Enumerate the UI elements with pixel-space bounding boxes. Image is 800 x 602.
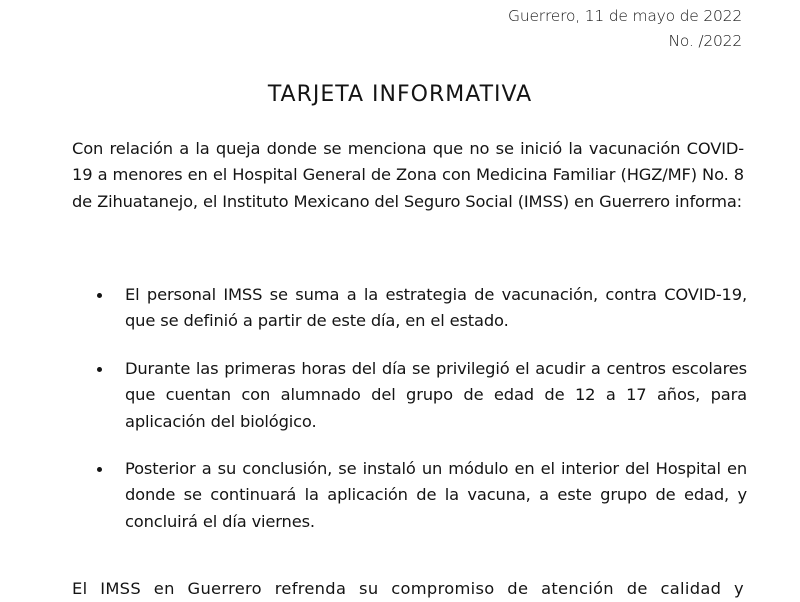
bullet-dot-icon <box>97 293 102 298</box>
bullet-dot-icon <box>97 467 102 472</box>
document-title: TARJETA INFORMATIVA <box>267 82 533 107</box>
location-date: Guerrero, 11 de mayo de 2022 <box>508 7 742 25</box>
bullet-text: El personal IMSS se suma a la estrategia de vacunación, contra COVID-19, que se definió a partir de este día, en el estado. <box>125 285 747 331</box>
bullet-text: Posterior a su conclusión, se instaló un módulo en el interior del Hospital en donde se continuará la aplicación de la vacuna, a este grupo de edad, y concluirá el día viernes. <box>125 459 747 531</box>
bullet-text: Durante las primeras horas del día se privilegió el acudir a centros escolares que cuentan con alumnado del grupo de edad de 12 a 17 años, para aplicación del biológico. <box>125 359 747 431</box>
intro-paragraph: Con relación a la queja donde se menciona que no se inició la vacunación COVID-19 a menores en el Hospital General de Zona con Medicina Familiar (HGZ/MF) No. 8 de Zihuatanejo, el Instituto Mexicano del Seguro Social (IMSS) en Guerrero informa: <box>72 139 744 211</box>
bullet-dot-icon <box>97 367 102 372</box>
document-header <box>508 4 742 54</box>
closing-paragraph: El IMSS en Guerrero refrenda su compromiso de atención de calidad y <box>72 579 744 598</box>
document-number: No. /2022 <box>668 32 742 50</box>
